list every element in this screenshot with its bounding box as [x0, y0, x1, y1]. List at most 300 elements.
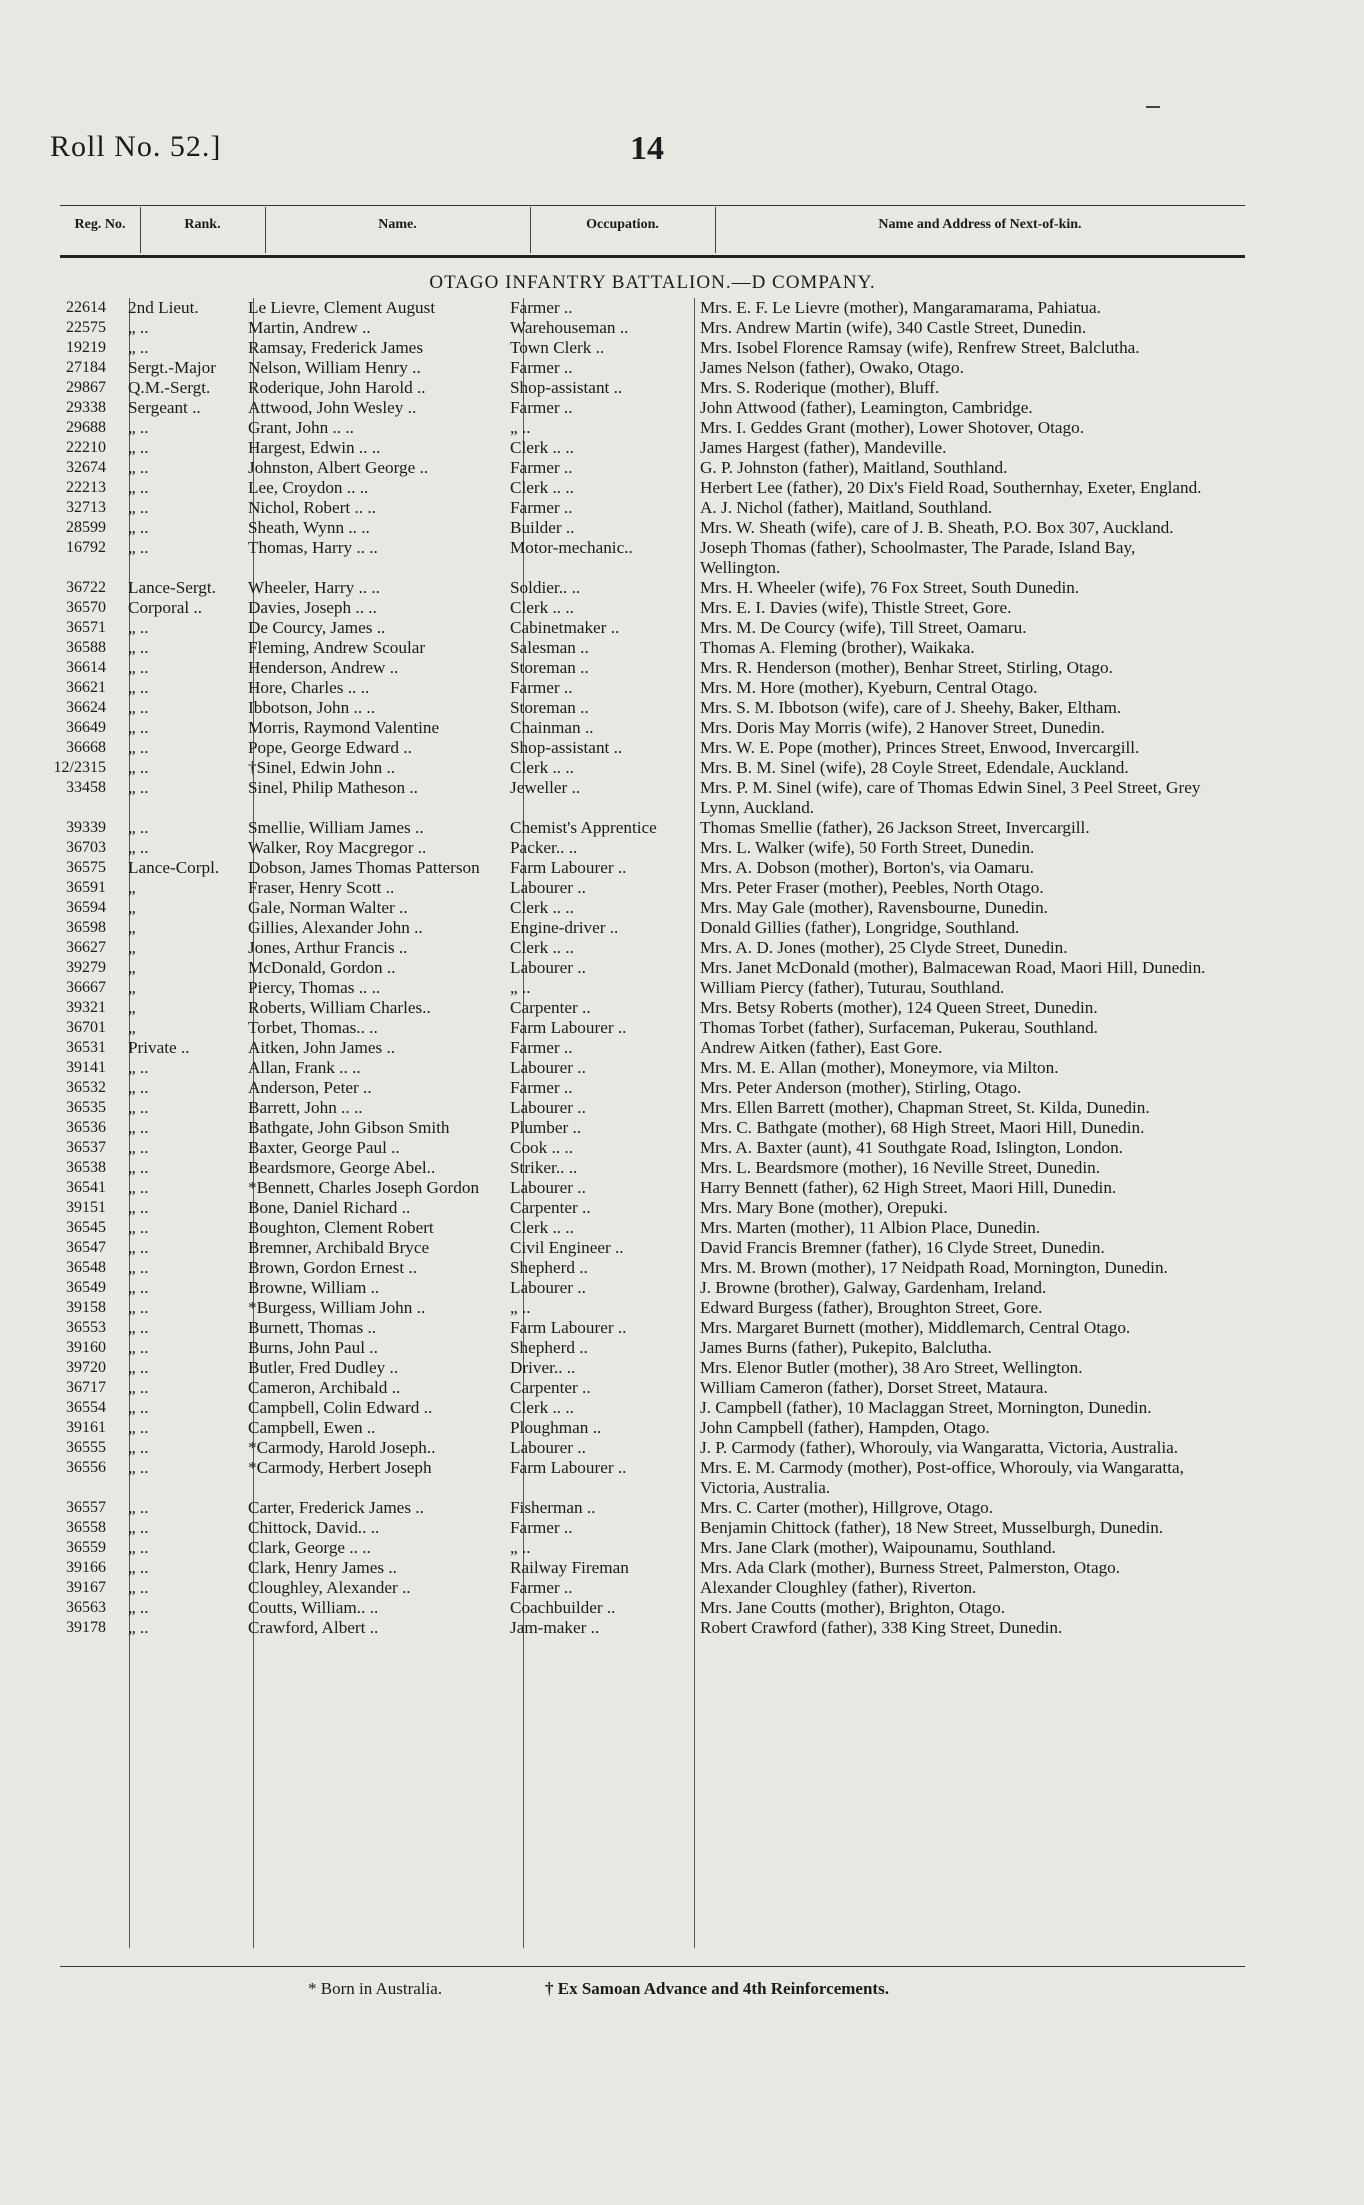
- cell-next-of-kin: Mrs. Doris May Morris (wife), 2 Hanover Street, Dunedin.: [700, 718, 1105, 737]
- cell-occupation: Farmer ..: [510, 498, 573, 517]
- cell-rank: „ ..: [128, 1358, 149, 1377]
- cell-reg-no: 36558: [66, 1519, 106, 1536]
- cell-occupation: Farmer ..: [510, 678, 573, 697]
- cell-reg-no: 36667: [66, 979, 106, 996]
- cell-occupation: Cook .. ..: [510, 1138, 574, 1157]
- cell-rank: „ ..: [128, 1578, 149, 1597]
- cell-name: Chittock, David.. ..: [248, 1518, 380, 1537]
- cell-occupation: Clerk .. ..: [510, 758, 574, 777]
- cell-next-of-kin: Edward Burgess (father), Broughton Street, Gore.: [700, 1298, 1043, 1317]
- table-row: [0, 498, 1364, 518]
- cell-next-of-kin: John Campbell (father), Hampden, Otago.: [700, 1418, 990, 1437]
- cell-name: Le Lievre, Clement August: [248, 298, 436, 317]
- table-row: [0, 458, 1364, 478]
- cell-name: Attwood, John Wesley ..: [248, 398, 417, 417]
- cell-reg-no: 36649: [66, 719, 106, 736]
- cell-rank: „ ..: [128, 1438, 149, 1457]
- table-row: [0, 1418, 1364, 1438]
- cell-occupation: Carpenter ..: [510, 998, 591, 1017]
- cell-reg-no: 39166: [66, 1559, 106, 1576]
- cell-rank: 2nd Lieut.: [128, 298, 199, 317]
- cell-name: Anderson, Peter ..: [248, 1078, 372, 1097]
- cell-name: Campbell, Ewen ..: [248, 1418, 376, 1437]
- header-name: Name.: [378, 217, 417, 232]
- cell-name: Clark, George .. ..: [248, 1538, 371, 1557]
- cell-occupation: Chemist's Apprentice: [510, 818, 657, 837]
- cell-name: Morris, Raymond Valentine: [248, 718, 440, 737]
- cell-name: Fraser, Henry Scott ..: [248, 878, 395, 897]
- cell-occupation: Soldier.. ..: [510, 578, 581, 597]
- cell-name: Ramsay, Frederick James: [248, 338, 424, 357]
- header-rule-bottom: [60, 255, 1245, 258]
- cell-occupation: Labourer ..: [510, 1178, 586, 1197]
- cell-occupation: Carpenter ..: [510, 1198, 591, 1217]
- cell-rank: Lance-Sergt.: [128, 578, 216, 597]
- table-row: [0, 1178, 1364, 1198]
- cell-occupation: Packer.. ..: [510, 838, 578, 857]
- cell-occupation: „ ..: [510, 1538, 531, 1557]
- cell-reg-no: 36591: [66, 879, 106, 896]
- table-row: [0, 298, 1364, 318]
- cell-name: Walker, Roy Macgregor ..: [248, 838, 427, 857]
- cell-rank: „ ..: [128, 538, 149, 557]
- cell-rank: Private ..: [128, 1038, 190, 1057]
- cell-rank: „ ..: [128, 738, 149, 757]
- cell-rank: „ ..: [128, 438, 149, 457]
- table-row: [0, 758, 1364, 778]
- table-row: [0, 1558, 1364, 1578]
- cell-rank: „ ..: [128, 1218, 149, 1237]
- cell-rank: „: [128, 938, 136, 957]
- cell-next-of-kin: Thomas A. Fleming (brother), Waikaka.: [700, 638, 975, 657]
- cell-occupation: Shop-assistant ..: [510, 738, 623, 757]
- cell-name: *Carmody, Harold Joseph..: [248, 1438, 436, 1457]
- cell-name: *Carmody, Herbert Joseph: [248, 1458, 432, 1477]
- cell-rank: „ ..: [128, 418, 149, 437]
- table-row: [0, 1498, 1364, 1518]
- table-row: [0, 578, 1364, 598]
- cell-next-of-kin: J. Browne (brother), Galway, Gardenham, Ireland.: [700, 1278, 1047, 1297]
- cell-name: Roderique, John Harold ..: [248, 378, 426, 397]
- cell-next-of-kin: Mrs. Andrew Martin (wife), 340 Castle Street, Dunedin.: [700, 318, 1087, 337]
- cell-next-of-kin: James Hargest (father), Mandeville.: [700, 438, 947, 457]
- cell-rank: „ ..: [128, 1338, 149, 1357]
- cell-name: Johnston, Albert George ..: [248, 458, 429, 477]
- cell-name: Gillies, Alexander John ..: [248, 918, 423, 937]
- cell-occupation: Civil Engineer ..: [510, 1238, 624, 1257]
- cell-occupation: Farmer ..: [510, 1078, 573, 1097]
- cell-next-of-kin: Andrew Aitken (father), East Gore.: [700, 1038, 943, 1057]
- cell-reg-no: 28599: [66, 519, 106, 536]
- table-row: [0, 898, 1364, 918]
- table-row: [0, 1158, 1364, 1178]
- cell-next-of-kin: Robert Crawford (father), 338 King Street, Dunedin.: [700, 1618, 1063, 1637]
- cell-name: Hargest, Edwin .. ..: [248, 438, 381, 457]
- cell-next-of-kin: Mrs. E. M. Carmody (mother), Post-office, Whorouly, via Wangaratta, Victoria, Australia.: [700, 1458, 1184, 1497]
- cell-reg-no: 36549: [66, 1279, 106, 1296]
- cell-occupation: Jam-maker ..: [510, 1618, 600, 1637]
- cell-next-of-kin: Mrs. S. Roderique (mother), Bluff.: [700, 378, 940, 397]
- cell-next-of-kin: Thomas Torbet (father), Surfaceman, Pukerau, Southland.: [700, 1018, 1098, 1037]
- cell-next-of-kin: Mrs. C. Bathgate (mother), 68 High Street, Maori Hill, Dunedin.: [700, 1118, 1145, 1137]
- cell-rank: „ ..: [128, 698, 149, 717]
- table-row: [0, 478, 1364, 498]
- cell-rank: „ ..: [128, 1118, 149, 1137]
- table-row: [0, 398, 1364, 418]
- table-row: [0, 1538, 1364, 1558]
- cell-reg-no: 39158: [66, 1299, 106, 1316]
- cell-next-of-kin: Mrs. L. Walker (wife), 50 Forth Street, Dunedin.: [700, 838, 1035, 857]
- cell-next-of-kin: Benjamin Chittock (father), 18 New Street, Musselburgh, Dunedin.: [700, 1518, 1164, 1537]
- cell-occupation: Clerk .. ..: [510, 898, 574, 917]
- cell-occupation: Engine-driver ..: [510, 918, 619, 937]
- cell-next-of-kin: James Burns (father), Pukepito, Balclutha.: [700, 1338, 992, 1357]
- cell-next-of-kin: Mrs. H. Wheeler (wife), 76 Fox Street, South Dunedin.: [700, 578, 1080, 597]
- cell-reg-no: 36701: [66, 1019, 106, 1036]
- cell-occupation: Shop-assistant ..: [510, 378, 623, 397]
- cell-reg-no: 39161: [66, 1419, 106, 1436]
- cell-name: Davies, Joseph .. ..: [248, 598, 377, 617]
- cell-rank: „: [128, 1018, 136, 1037]
- cell-rank: „ ..: [128, 818, 149, 837]
- table-row: [0, 438, 1364, 458]
- cell-next-of-kin: Mrs. R. Henderson (mother), Benhar Street, Stirling, Otago.: [700, 658, 1113, 677]
- cell-name: Nelson, William Henry ..: [248, 358, 421, 377]
- cell-next-of-kin: Mrs. Peter Anderson (mother), Stirling, Otago.: [700, 1078, 1022, 1097]
- cell-occupation: Plumber ..: [510, 1118, 582, 1137]
- cell-reg-no: 36627: [66, 939, 106, 956]
- cell-rank: „ ..: [128, 318, 149, 337]
- cell-next-of-kin: Mrs. Jane Clark (mother), Waipounamu, Southland.: [700, 1538, 1056, 1557]
- cell-next-of-kin: Mrs. W. E. Pope (mother), Princes Street, Enwood, Invercargill.: [700, 738, 1140, 757]
- cell-reg-no: 29338: [66, 399, 106, 416]
- cell-rank: Sergt.-Major: [128, 358, 216, 377]
- cell-occupation: Farmer ..: [510, 398, 573, 417]
- roll-number: Roll No. 52.]: [50, 130, 222, 163]
- cell-rank: „ ..: [128, 1178, 149, 1197]
- cell-name: Carter, Frederick James ..: [248, 1498, 424, 1517]
- table-row: [0, 658, 1364, 678]
- cell-rank: „ ..: [128, 1238, 149, 1257]
- table-row: [0, 1218, 1364, 1238]
- cell-name: Beardsmore, George Abel..: [248, 1158, 436, 1177]
- cell-name: Coutts, William.. ..: [248, 1598, 379, 1617]
- cell-occupation: Clerk .. ..: [510, 1398, 574, 1417]
- cell-rank: Sergeant ..: [128, 398, 201, 417]
- cell-name: Brown, Gordon Ernest ..: [248, 1258, 417, 1277]
- cell-occupation: Labourer ..: [510, 1058, 586, 1077]
- footnote-samoan-advance: † Ex Samoan Advance and 4th Reinforcements.: [545, 1979, 889, 1998]
- cell-rank: „ ..: [128, 1498, 149, 1517]
- cell-reg-no: 39279: [66, 959, 106, 976]
- scan-mark: [1146, 106, 1160, 108]
- header-next-of-kin: Name and Address of Next-of-kin.: [878, 217, 1082, 232]
- cell-next-of-kin: Mrs. M. Brown (mother), 17 Neidpath Road, Mornington, Dunedin.: [700, 1258, 1168, 1277]
- cell-reg-no: 22614: [66, 299, 106, 316]
- table-row: [0, 878, 1364, 898]
- cell-occupation: Cabinetmaker ..: [510, 618, 620, 637]
- cell-name: Torbet, Thomas.. ..: [248, 1018, 378, 1037]
- cell-occupation: Striker.. ..: [510, 1158, 578, 1177]
- cell-occupation: Coachbuilder ..: [510, 1598, 616, 1617]
- cell-rank: „ ..: [128, 658, 149, 677]
- cell-occupation: Farmer ..: [510, 1518, 573, 1537]
- cell-occupation: Farm Labourer ..: [510, 858, 627, 877]
- cell-reg-no: 36547: [66, 1239, 106, 1256]
- cell-occupation: Clerk .. ..: [510, 438, 574, 457]
- cell-occupation: Clerk .. ..: [510, 478, 574, 497]
- cell-occupation: „ ..: [510, 1298, 531, 1317]
- header-occupation: Occupation.: [586, 217, 659, 232]
- cell-next-of-kin: Thomas Smellie (father), 26 Jackson Street, Invercargill.: [700, 818, 1090, 837]
- cell-occupation: Farmer ..: [510, 1038, 573, 1057]
- cell-next-of-kin: James Nelson (father), Owako, Otago.: [700, 358, 964, 377]
- cell-next-of-kin: Mrs. A. D. Jones (mother), 25 Clyde Street, Dunedin.: [700, 938, 1068, 957]
- table-row: [0, 358, 1364, 378]
- cell-name: Hore, Charles .. ..: [248, 678, 370, 697]
- cell-next-of-kin: J. Campbell (father), 10 Maclaggan Street, Mornington, Dunedin.: [700, 1398, 1152, 1417]
- cell-name: Gale, Norman Walter ..: [248, 898, 408, 917]
- cell-occupation: Ploughman ..: [510, 1418, 602, 1437]
- cell-reg-no: 36722: [66, 579, 106, 596]
- cell-name: Burns, John Paul ..: [248, 1338, 378, 1357]
- cell-next-of-kin: Mrs. I. Geddes Grant (mother), Lower Shotover, Otago.: [700, 418, 1085, 437]
- cell-name: De Courcy, James ..: [248, 618, 386, 637]
- cell-occupation: Farm Labourer ..: [510, 1018, 627, 1037]
- cell-reg-no: 12/2315: [53, 759, 106, 776]
- cell-reg-no: 36598: [66, 919, 106, 936]
- cell-rank: „ ..: [128, 1258, 149, 1277]
- table-row: [0, 678, 1364, 698]
- cell-rank: „ ..: [128, 1398, 149, 1417]
- cell-occupation: Farmer ..: [510, 298, 573, 317]
- cell-reg-no: 36717: [66, 1379, 106, 1396]
- cell-reg-no: 36668: [66, 739, 106, 756]
- cell-reg-no: 36553: [66, 1319, 106, 1336]
- cell-name: Piercy, Thomas .. ..: [248, 978, 381, 997]
- cell-reg-no: 36531: [66, 1039, 106, 1056]
- cell-occupation: Farmer ..: [510, 1578, 573, 1597]
- cell-rank: „: [128, 918, 136, 937]
- cell-next-of-kin: Mrs. Ellen Barrett (mother), Chapman Street, St. Kilda, Dunedin.: [700, 1098, 1150, 1117]
- cell-rank: „ ..: [128, 1538, 149, 1557]
- cell-reg-no: 19219: [66, 339, 106, 356]
- table-row: [0, 1358, 1364, 1378]
- cell-reg-no: 39141: [66, 1059, 106, 1076]
- cell-rank: „ ..: [128, 678, 149, 697]
- cell-occupation: Farm Labourer ..: [510, 1318, 627, 1337]
- cell-name: Roberts, William Charles..: [248, 998, 431, 1017]
- cell-next-of-kin: Mrs. E. I. Davies (wife), Thistle Street, Gore.: [700, 598, 1012, 617]
- cell-rank: „ ..: [128, 638, 149, 657]
- cell-name: Browne, William ..: [248, 1278, 380, 1297]
- table-row: [0, 1098, 1364, 1118]
- cell-rank: „ ..: [128, 478, 149, 497]
- cell-reg-no: 36537: [66, 1139, 106, 1156]
- cell-rank: „ ..: [128, 1418, 149, 1437]
- table-row: [0, 1338, 1364, 1358]
- footer-rule: [60, 1966, 1245, 1967]
- cell-occupation: Salesman ..: [510, 638, 589, 657]
- cell-name: Clark, Henry James ..: [248, 1558, 397, 1577]
- cell-name: Butler, Fred Dudley ..: [248, 1358, 399, 1377]
- table-row: [0, 858, 1364, 878]
- cell-name: Sheath, Wynn .. ..: [248, 518, 370, 537]
- cell-name: Campbell, Colin Edward ..: [248, 1398, 433, 1417]
- cell-occupation: Labourer ..: [510, 878, 586, 897]
- cell-next-of-kin: Mrs. A. Dobson (mother), Borton's, via Oamaru.: [700, 858, 1034, 877]
- cell-name: Bremner, Archibald Bryce: [248, 1238, 430, 1257]
- cell-occupation: Motor-mechanic..: [510, 538, 633, 557]
- cell-name: Jones, Arthur Francis ..: [248, 938, 408, 957]
- cell-next-of-kin: Mrs. E. F. Le Lievre (mother), Mangaramarama, Pahiatua.: [700, 298, 1101, 317]
- cell-reg-no: 36557: [66, 1499, 106, 1516]
- cell-reg-no: 39339: [66, 819, 106, 836]
- cell-rank: „ ..: [128, 718, 149, 737]
- cell-occupation: Driver.. ..: [510, 1358, 576, 1377]
- cell-next-of-kin: Alexander Cloughley (father), Riverton.: [700, 1578, 977, 1597]
- cell-occupation: Farm Labourer ..: [510, 1458, 627, 1477]
- table-row: [0, 1598, 1364, 1618]
- header-reg: Reg. No.: [74, 217, 126, 232]
- cell-name: Sinel, Philip Matheson ..: [248, 778, 418, 797]
- cell-rank: „ ..: [128, 618, 149, 637]
- cell-reg-no: 36556: [66, 1459, 106, 1476]
- cell-reg-no: 36571: [66, 619, 106, 636]
- cell-reg-no: 33458: [66, 779, 106, 796]
- cell-reg-no: 39160: [66, 1339, 106, 1356]
- cell-occupation: Town Clerk ..: [510, 338, 605, 357]
- table-row: [0, 958, 1364, 978]
- page-number: 14: [630, 130, 664, 167]
- cell-occupation: Shepherd ..: [510, 1338, 588, 1357]
- cell-occupation: Railway Fireman: [510, 1558, 629, 1577]
- cell-name: Baxter, George Paul ..: [248, 1138, 400, 1157]
- cell-name: Fleming, Andrew Scoular: [248, 638, 426, 657]
- cell-rank: „ ..: [128, 1318, 149, 1337]
- cell-reg-no: 36624: [66, 699, 106, 716]
- table-row: [0, 1118, 1364, 1138]
- table-row: [0, 998, 1364, 1018]
- cell-occupation: Labourer ..: [510, 1098, 586, 1117]
- footnote-born-australia: * Born in Australia.: [308, 1979, 443, 1998]
- cell-occupation: Clerk .. ..: [510, 598, 574, 617]
- cell-occupation: Farmer ..: [510, 458, 573, 477]
- cell-name: Wheeler, Harry .. ..: [248, 578, 380, 597]
- cell-reg-no: 32713: [66, 499, 106, 516]
- cell-rank: „ ..: [128, 1098, 149, 1117]
- cell-next-of-kin: Mrs. B. M. Sinel (wife), 28 Coyle Street, Edendale, Auckland.: [700, 758, 1129, 777]
- cell-next-of-kin: Herbert Lee (father), 20 Dix's Field Road, Southernhay, Exeter, England.: [700, 478, 1202, 497]
- table-row: [0, 1278, 1364, 1298]
- cell-name: Grant, John .. ..: [248, 418, 354, 437]
- table-row: [0, 1438, 1364, 1458]
- cell-next-of-kin: Mrs. S. M. Ibbotson (wife), care of J. Sheehy, Baker, Eltham.: [700, 698, 1122, 717]
- cell-reg-no: 36614: [66, 659, 106, 676]
- table-row: [0, 1038, 1364, 1058]
- table-row: [0, 378, 1364, 398]
- cell-name: Bone, Daniel Richard ..: [248, 1198, 411, 1217]
- cell-rank: „ ..: [128, 1598, 149, 1617]
- cell-name: *Bennett, Charles Joseph Gordon: [248, 1178, 480, 1197]
- cell-reg-no: 36545: [66, 1219, 106, 1236]
- cell-next-of-kin: Mrs. Janet McDonald (mother), Balmacewan Road, Maori Hill, Dunedin.: [700, 958, 1206, 977]
- cell-rank: „ ..: [128, 1058, 149, 1077]
- table-row: [0, 618, 1364, 638]
- cell-rank: „ ..: [128, 778, 149, 797]
- cell-next-of-kin: Mrs. Peter Fraser (mother), Peebles, North Otago.: [700, 878, 1044, 897]
- cell-reg-no: 29867: [66, 379, 106, 396]
- cell-next-of-kin: Donald Gillies (father), Longridge, Southland.: [700, 918, 1020, 937]
- cell-rank: „ ..: [128, 498, 149, 517]
- cell-occupation: Carpenter ..: [510, 1378, 591, 1397]
- table-row: [0, 318, 1364, 338]
- cell-reg-no: 36548: [66, 1259, 106, 1276]
- cell-next-of-kin: Mrs. M. E. Allan (mother), Moneymore, via Milton.: [700, 1058, 1059, 1077]
- cell-rank: „ ..: [128, 758, 149, 777]
- cell-next-of-kin: Mrs. M. Hore (mother), Kyeburn, Central Otago.: [700, 678, 1038, 697]
- table-row: [0, 1238, 1364, 1258]
- table-row: [0, 838, 1364, 858]
- cell-next-of-kin: Mrs. P. M. Sinel (wife), care of Thomas Edwin Sinel, 3 Peel Street, Grey Lynn, Auckland.: [700, 778, 1201, 817]
- cell-reg-no: 36594: [66, 899, 106, 916]
- cell-rank: „ ..: [128, 1378, 149, 1397]
- cell-next-of-kin: Mrs. L. Beardsmore (mother), 16 Neville Street, Dunedin.: [700, 1158, 1100, 1177]
- cell-next-of-kin: Mrs. A. Baxter (aunt), 41 Southgate Road, Islington, London.: [700, 1138, 1123, 1157]
- cell-reg-no: 36575: [66, 859, 106, 876]
- table-row: [0, 818, 1364, 838]
- table-row: [0, 938, 1364, 958]
- cell-reg-no: 39167: [66, 1579, 106, 1596]
- cell-reg-no: 36555: [66, 1439, 106, 1456]
- cell-next-of-kin: Mrs. Isobel Florence Ramsay (wife), Renfrew Street, Balclutha.: [700, 338, 1140, 357]
- table-row: [0, 778, 1364, 818]
- table-row: [0, 1298, 1364, 1318]
- cell-next-of-kin: Mrs. W. Sheath (wife), care of J. B. Sheath, P.O. Box 307, Auckland.: [700, 518, 1174, 537]
- cell-name: Cameron, Archibald ..: [248, 1378, 401, 1397]
- cell-reg-no: 36621: [66, 679, 106, 696]
- cell-rank: „ ..: [128, 1158, 149, 1177]
- table-row: [0, 418, 1364, 438]
- table-row: [0, 1518, 1364, 1538]
- table-row: [0, 918, 1364, 938]
- cell-reg-no: 39151: [66, 1199, 106, 1216]
- cell-name: Allan, Frank .. ..: [248, 1058, 361, 1077]
- cell-occupation: Shepherd ..: [510, 1258, 588, 1277]
- cell-name: Cloughley, Alexander ..: [248, 1578, 411, 1597]
- cell-next-of-kin: Mrs. Elenor Butler (mother), 38 Aro Street, Wellington.: [700, 1358, 1083, 1377]
- cell-occupation: „ ..: [510, 978, 531, 997]
- cell-occupation: Jeweller ..: [510, 778, 581, 797]
- cell-reg-no: 29688: [66, 419, 106, 436]
- cell-next-of-kin: Mrs. Margaret Burnett (mother), Middlemarch, Central Otago.: [700, 1318, 1131, 1337]
- cell-rank: „ ..: [128, 838, 149, 857]
- header-rank: Rank.: [184, 217, 221, 232]
- table-row: [0, 1198, 1364, 1218]
- cell-rank: „ ..: [128, 1078, 149, 1097]
- cell-name: Smellie, William James ..: [248, 818, 424, 837]
- cell-occupation: Labourer ..: [510, 1278, 586, 1297]
- cell-name: Boughton, Clement Robert: [248, 1218, 434, 1237]
- cell-name: Lee, Croydon .. ..: [248, 478, 369, 497]
- cell-next-of-kin: J. P. Carmody (father), Whorouly, via Wangaratta, Victoria, Australia.: [700, 1438, 1179, 1457]
- cell-next-of-kin: Joseph Thomas (father), Schoolmaster, The Parade, Island Bay, Wellington.: [700, 538, 1136, 577]
- cell-reg-no: 36541: [66, 1179, 106, 1196]
- cell-rank: „ ..: [128, 458, 149, 477]
- cell-rank: „: [128, 878, 136, 897]
- cell-next-of-kin: Mrs. Betsy Roberts (mother), 124 Queen Street, Dunedin.: [700, 998, 1098, 1017]
- table-row: [0, 1618, 1364, 1638]
